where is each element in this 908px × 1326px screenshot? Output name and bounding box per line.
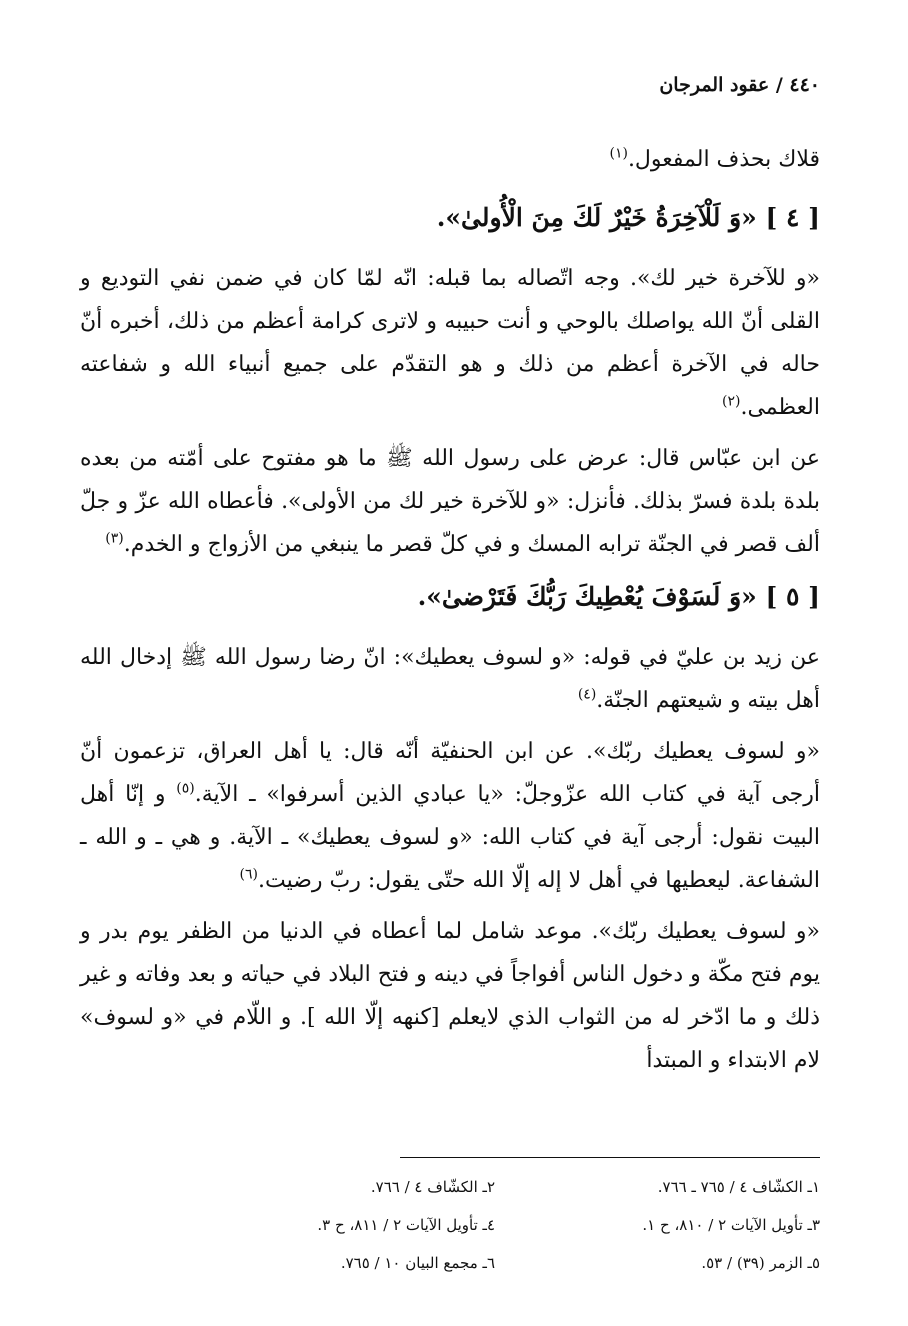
paragraph-zayd bbox=[80, 636, 820, 722]
footnote-2: ٢ـ الكشّاف ٤ / ٧٦٦. bbox=[370, 1178, 495, 1196]
paragraph-text: قلاك بحذف المفعول. bbox=[627, 147, 820, 172]
verse-heading-5: [ ٥ ] «وَ لَسَوْفَ يُعْطِيكَ رَبُّكَ فَتَرْضىٰ». bbox=[417, 582, 820, 611]
footnotes bbox=[80, 1172, 820, 1278]
footnote-ref-4: (٤) bbox=[577, 686, 597, 703]
paragraph-text: «و لسوف يعطيك ربّك». موعد شامل لما أعطاه في الدنيا من الظفر يوم بدر و يوم فتح مكّة و دخول الناس أفواجاً في دينه و فتح البلاد في حياته و بعد وفاته و غير ذلك و ما ادّخر له من الثواب الذي لايعلم [كنهه إلّا الله ]. و اللّام في «و لسوف» لام الابتداء و المبتدأ bbox=[80, 919, 820, 1073]
footnote-5: ٥ـ الزمر (٣٩) / ٥٣. bbox=[701, 1254, 820, 1272]
paragraph-text: و إنّا أهل البيت نقول: أرجى آية في كتاب الله: «و لسوف يعطيك» ـ الآية. و هي ـ و الله ـ الشفاعة. ليعطيها في أهل لا إله إلّا الله حتّى يقول: ربّ رضيت. bbox=[80, 782, 820, 893]
paragraph-text: «و لسوف يعطيك ربّك». عن ابن الحنفيّة أنّه قال: يا أهل العراق، تزعمون أنّ أرجى آية في كتاب الله عزّوجلّ: «يا عبادي الذين أسرفوا» ـ الآية. bbox=[80, 739, 820, 807]
paragraph-ibn-hanafiyya bbox=[80, 730, 820, 902]
footnote-ref-3: (٣) bbox=[105, 530, 124, 547]
paragraph-commentary-4 bbox=[80, 257, 820, 429]
paragraph-text: عن ابن عبّاس قال: عرض على رسول الله ﷺ ما هو مفتوح على أمّته من بعده بلدة بلدة فسرّ بذلك. فأنزل: «و للآخرة خير لك من الأولى». فأعطاه الله عزّ و جلّ ألف قصر في الجنّة ترابه المسك و في كلّ قصر ما ينبغي من الأزواج و الخدم. bbox=[80, 446, 820, 557]
footnote-4: ٤ـ تأويل الآيات ٢ / ٨١١، ح ٣. bbox=[317, 1216, 495, 1234]
paragraph-ibn-abbas bbox=[80, 437, 820, 566]
running-head: ٤٤٠ / عقود المرجان bbox=[659, 74, 820, 96]
footnote-1: ١ـ الكشّاف ٤ / ٧٦٥ ـ ٧٦٦. bbox=[657, 1178, 820, 1196]
footnote-6: ٦ـ مجمع البيان ١٠ / ٧٦٥. bbox=[340, 1254, 495, 1272]
footnote-ref-5: (٥) bbox=[176, 780, 195, 797]
footnote-3: ٣ـ تأويل الآيات ٢ / ٨١٠، ح ١. bbox=[642, 1216, 820, 1234]
paragraph-text: «و للآخرة خير لك». وجه اتّصاله بما قبله: انّه لمّا كان في ضمن نفي التوديع و القلى أنّ الله يواصلك بالوحي و أنت حبيبه و لاترى كرامة أعظم من ذلك، أخبره أنّ حاله في الآخرة أعظم من ذلك و هو التقدّم على جميع أنبياء الله و شفاعته العظمى. bbox=[80, 266, 820, 420]
footnote-divider bbox=[400, 1157, 820, 1158]
footnote-ref-1: (١) bbox=[609, 145, 628, 162]
footnote-ref-2: (٢) bbox=[722, 393, 741, 410]
footnote-ref-6: (٦) bbox=[239, 866, 258, 883]
book-page bbox=[80, 0, 820, 1326]
verse-heading-4: [ ٤ ] «وَ لَلْآخِرَةُ خَيْرٌ لَكَ مِنَ الْأُولىٰ». bbox=[436, 203, 820, 232]
main-text bbox=[80, 138, 820, 1090]
paragraph-text: عن زيد بن عليّ في قوله: «و لسوف يعطيك»: انّ رضا رسول الله ﷺ إدخال الله أهل بيته و شيعتهم الجنّة. bbox=[80, 645, 820, 713]
paragraph-intro bbox=[80, 138, 820, 181]
paragraph-promise bbox=[80, 910, 820, 1082]
